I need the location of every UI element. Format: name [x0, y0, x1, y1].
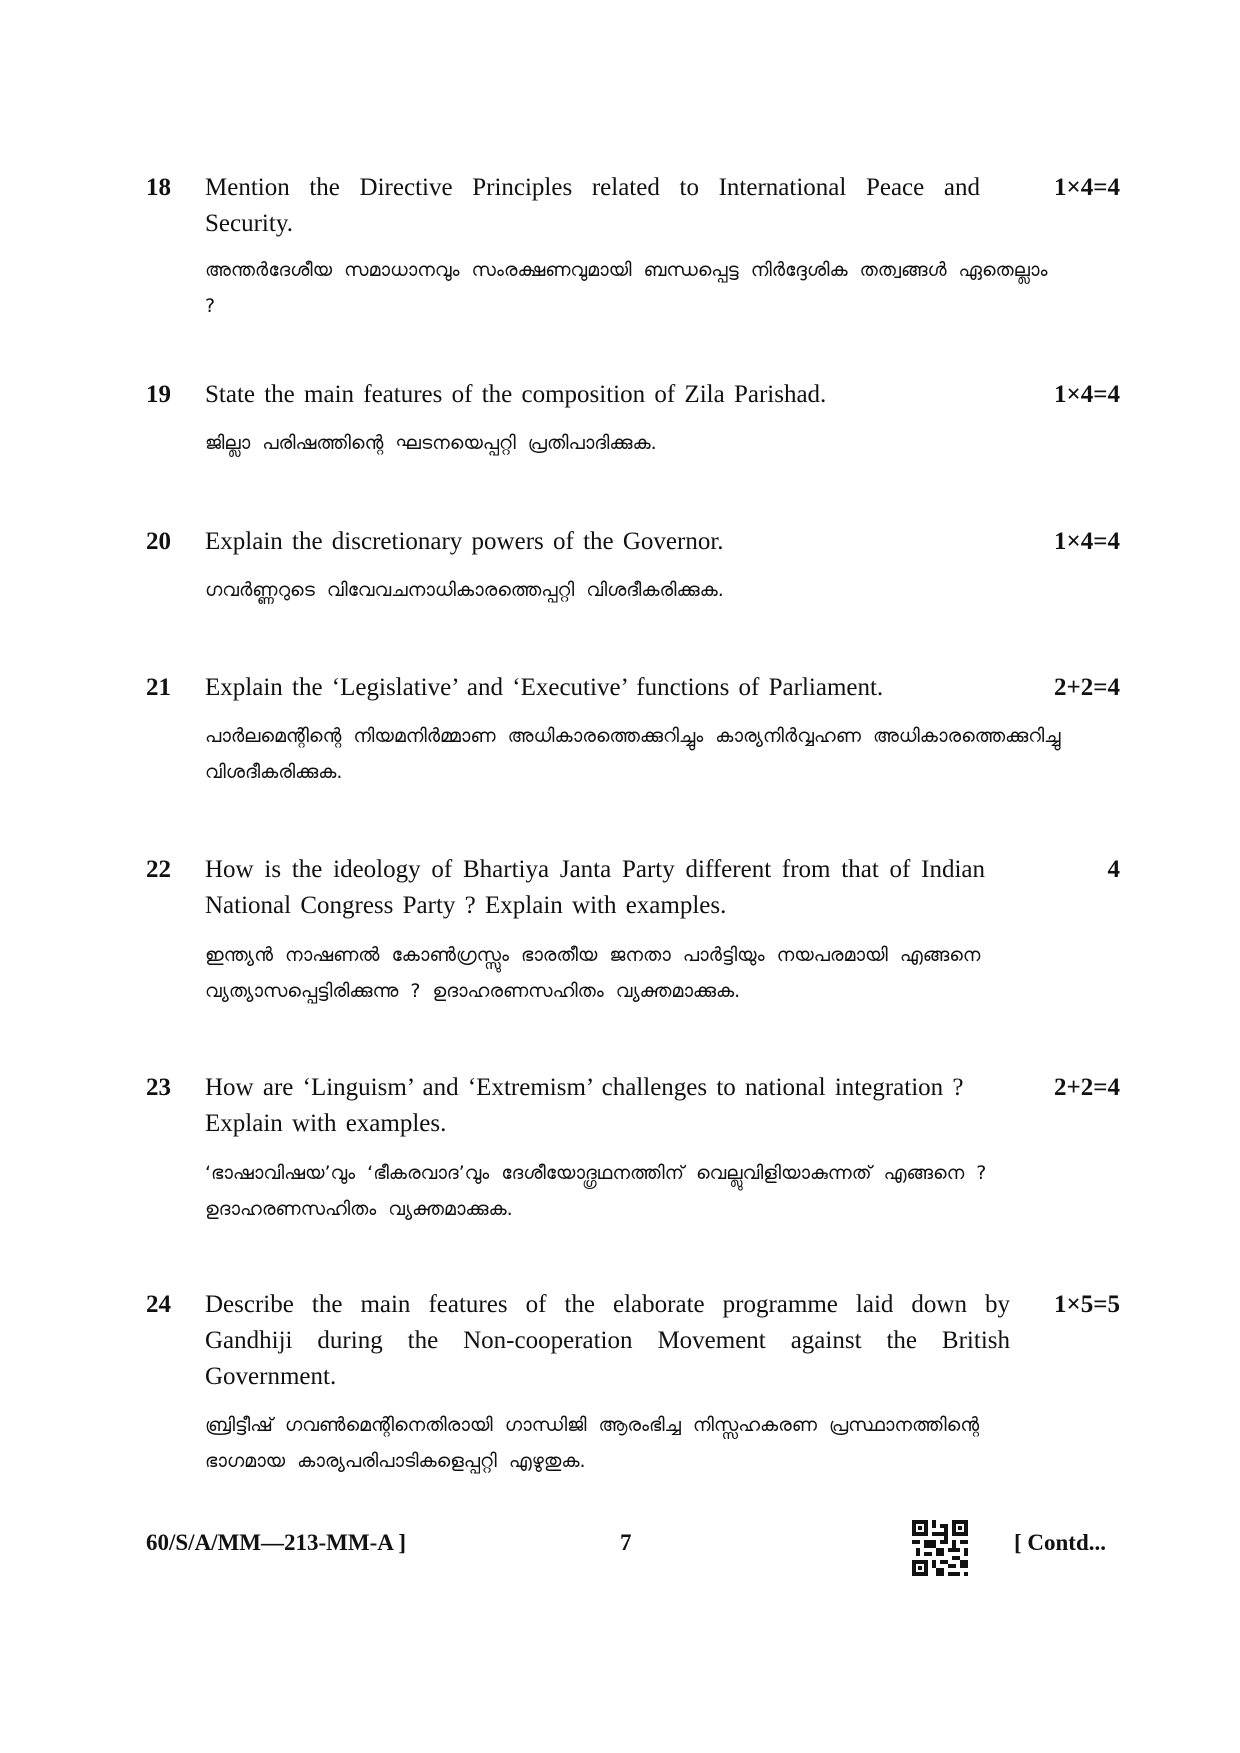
question-marks: 1×4=4: [1054, 528, 1120, 555]
question-number: 23: [146, 1074, 171, 1101]
question-text-english: Explain the ‘Legislative’ and ‘Executive’ functions of Parliament.: [205, 674, 884, 701]
question-text-english: How are ‘Linguism’ and ‘Extremism’ challenges to national integration ? Explain with examples.: [205, 1074, 964, 1137]
question-marks: 1×5=5: [1054, 1291, 1120, 1318]
question-marks: 2+2=4: [1054, 674, 1120, 701]
continued-label: [ Contd...: [1014, 1530, 1107, 1555]
question-marks: 1×4=4: [1054, 381, 1120, 408]
question-text-malayalam: അന്തർദേശീയ സമാധാനവും സംരക്ഷണവുമായി ബന്ധപ്പെട്ട നിർദ്ദേശിക തത്വങ്ങൾ ഏതെല്ലാം ?: [205, 259, 1048, 317]
question-number: 19: [146, 381, 171, 408]
page-number: 7: [620, 1530, 632, 1555]
question-number: 24: [146, 1291, 171, 1318]
question-marks: 2+2=4: [1054, 1074, 1120, 1101]
question-number: 21: [146, 674, 171, 701]
paper-code: 60/S/A/MM—213-MM-A ]: [146, 1530, 406, 1555]
question-text-malayalam: ബ്രിട്ടീഷ് ഗവൺമെന്റിനെതിരായി ഗാന്ധിജി ആരംഭിച്ച നിസ്സഹകരണ പ്രസ്ഥാനത്തിന്റെ ഭാഗമായ കാര്യപരിപാടികളെപ്പറ്റി എഴുതുക.: [205, 1414, 980, 1472]
question-number: 20: [146, 528, 171, 555]
question-text-english: How is the ideology of Bhartiya Janta Party different from that of Indian National Congress Party ? Explain with examples.: [205, 856, 985, 919]
page-footer: [0, 1520, 1240, 1580]
question-text-malayalam: ‘ഭാഷാവിഷയ’വും ‘ഭീകരവാദ’വും ദേശീയോദ്ഗ്രഥനത്തിന് വെല്ലുവിളിയാകുന്നത് എങ്ങനെ ? ഉദാഹരണസഹിതം വ്യക്തമാക്കുക.: [205, 1162, 987, 1220]
question-number: 18: [146, 174, 171, 201]
question-text-malayalam: ജില്ലാ പരിഷത്തിന്റെ ഘടനയെപ്പറ്റി പ്രതിപാദിക്കുക.: [205, 432, 657, 454]
question-text-english: Describe the main features of the elaborate programme laid down by Gandhiji during the Non-cooperation Movement against the British Government.: [205, 1291, 1010, 1390]
question-text-english: State the main features of the composition of Zila Parishad.: [205, 381, 827, 408]
question-marks: 4: [1107, 856, 1120, 883]
question-text-malayalam: ഇന്ത്യൻ നാഷണൽ കോൺഗ്രസ്സും ഭാരതീയ ജനതാ പാർട്ടിയും നയപരമായി എങ്ങനെ വ്യത്യാസപ്പെട്ടിരിക്കുന്നു ? ഉദാഹരണസഹിതം വ്യക്തമാക്കുക.: [205, 944, 981, 1002]
question-text-malayalam: പാർലമെന്റിന്റെ നിയമനിർമ്മാണ അധികാരത്തെക്കുറിച്ചും കാര്യനിർവ്വഹണ അധികാരത്തെക്കുറിച്ചു വിശദീകരിക്കുക.: [205, 725, 1061, 783]
qr-code-icon: [912, 1520, 968, 1576]
question-text-malayalam: ഗവർണ്ണറുടെ വിവേവചനാധികാരത്തെപ്പറ്റി വിശദീകരിക്കുക.: [205, 579, 724, 601]
question-text-english: Mention the Directive Principles related to International Peace and Security.: [205, 174, 980, 237]
question-number: 22: [146, 856, 171, 883]
question-text-english: Explain the discretionary powers of the Governor.: [205, 528, 724, 555]
question-marks: 1×4=4: [1054, 174, 1120, 201]
